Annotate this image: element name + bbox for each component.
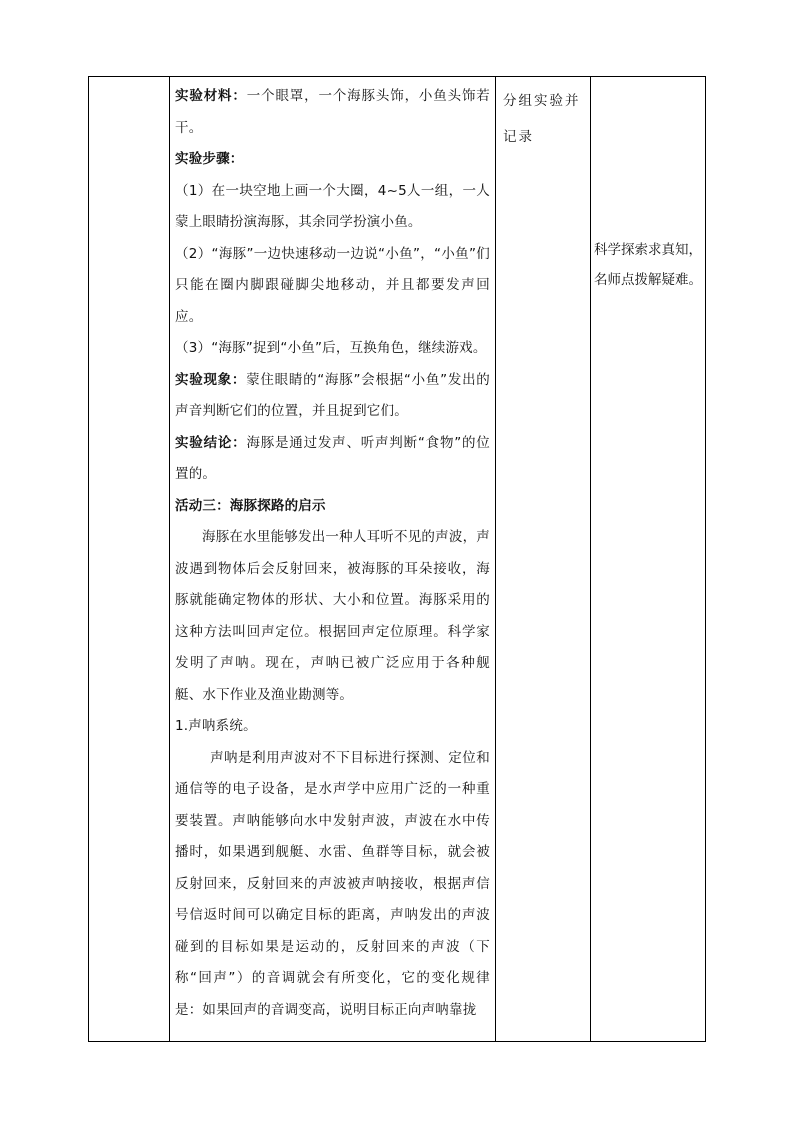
activity3-paragraph: 海豚在水里能够发出一种人耳听不见的声波，声波遇到物体后会反射回来，被海豚的耳朵接收，海豚就能确定物体的形状、大小和位置。海豚采用的这种方法叫回声定位。根据回声定位原理。科学家发明了声呐。现在，声呐已被广泛应用于各种舰艇、水下作业及渔业勘测等。 [175,529,490,703]
conclusion-text: 海豚是通过发声、听声判断“食物”的位置的。 [175,434,490,482]
materials-paragraph [175,81,490,144]
phenomenon-label: 实验现象： [175,371,247,388]
phenomenon-text: 蒙住眼睛的“海豚”会根据“小鱼”发出的声音判断它们的位置，并且捉到它们。 [175,371,490,419]
phenomenon-paragraph [175,365,490,428]
materials-text: 一个眼罩，一个海豚头饰，小鱼头饰若干。 [175,88,491,136]
student-activity-cell [495,77,590,1041]
conclusion-label: 实验结论： [175,434,247,451]
lesson-table [88,76,706,1042]
step-1: （1）在一块空地上画一个大圈，4~5人一组，一人蒙上眼睛扮演海豚，其余同学扮演小鱼。 [175,182,490,230]
activity3-title: 活动三：海豚探路的启示 [175,497,326,514]
sonar-heading: 1.声呐系统。 [175,718,257,734]
step-2: （2）“海豚”一边快速移动一边说“小鱼”，“小鱼”们只能在圈内脚跟碰脚尖地移动，并且都要发声回应。 [175,245,490,325]
materials-label: 实验材料： [175,88,247,104]
sonar-paragraph: 声呐是利用声波对不下目标进行探测、定位和通信等的电子设备，是水声学中应用广泛的一种重要装置。声呐能够向水中发射声波，声波在水中传播时，如果遇到舰艇、水雷、鱼群等目标，就会被反射回来，反射回来的声波被声呐接收，根据声信号信返时间可以确定目标的距离，声呐发出的声波碰到的目标如果是运动的，反射回来的声波（下称“回声”）的音调就会有所变化，它的变化规律是：如果回声的音调变高，说明目标正向声呐靠拢 [175,749,490,1018]
empty-column [89,77,169,1041]
student-activity-text: 分组实验并记录 [503,93,581,145]
teaching-content-cell [169,77,495,1041]
conclusion-paragraph [175,428,490,491]
design-intent-cell [590,77,707,1041]
steps-label: 实验步骤： [175,151,244,167]
step-3: （3）“海豚”捉到“小鱼”后，互换角色，继续游戏。 [175,340,487,356]
design-intent-text: 科学探索求真知，名师点拨解疑难。 [594,242,702,288]
